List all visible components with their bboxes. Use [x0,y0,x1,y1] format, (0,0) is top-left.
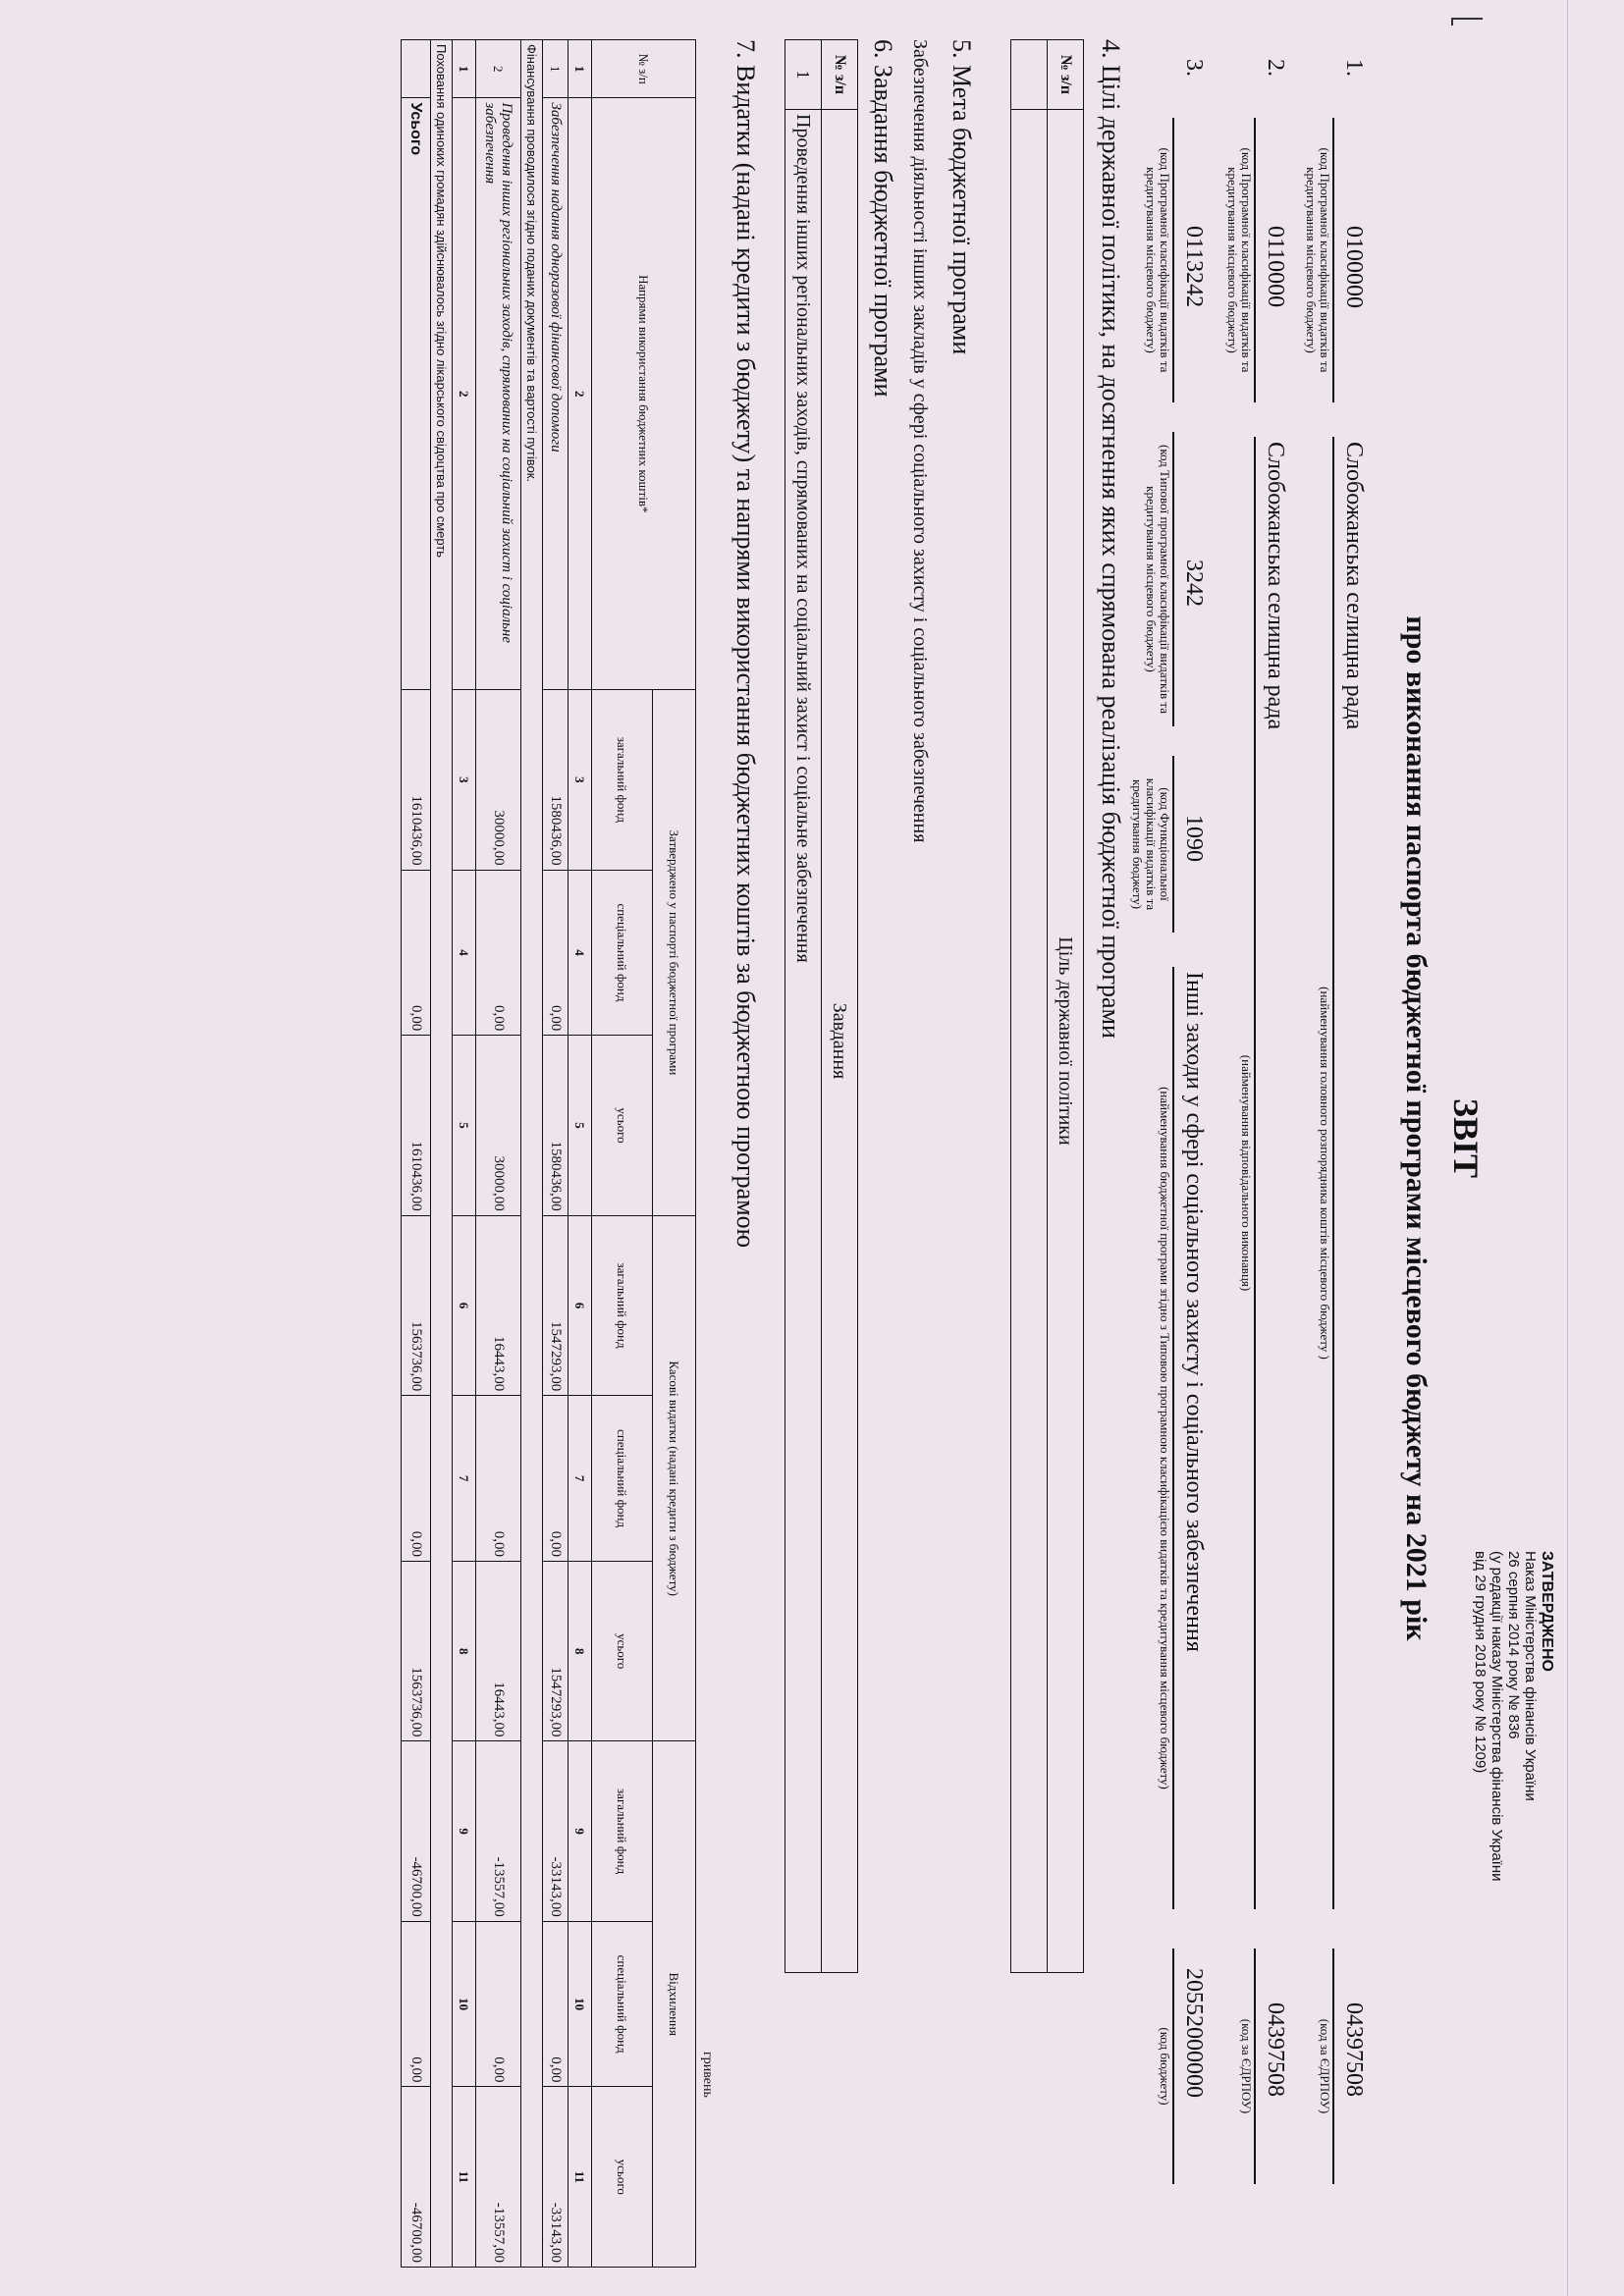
value-cell: 0,00 [543,870,568,1036]
section4-title: 4. Цілі державної політики, на досягнення яких спрямована реалізація бюджетної програми [1097,39,1125,1039]
header-general-fund: загальний фонд [592,1741,653,1921]
table-row [453,40,476,2268]
header-special-fund: спеціальний фонд [592,870,653,1036]
section4-header-goal: Ціль державної політики [1048,110,1084,1973]
value-cell: 1547293,00 [543,1215,568,1396]
column-number: 10 [568,1921,592,2087]
value-cell: -13557,00 [476,1741,521,1921]
row2-number: 2. [1263,59,1288,77]
report-subtitle: про виконання паспорта бюджетної програми місцевого бюджету на 2021 рік [1400,615,1433,1641]
value-cell: 5 [453,1036,476,1216]
row1-code: 0100000 [1341,226,1367,308]
column-number: 4 [568,870,592,1036]
total-value: -46700,00 [402,2087,431,2268]
value-cell: 10 [453,1921,476,2087]
header-total: усього [592,2087,653,2268]
row3-budget-line [1172,1949,1174,2184]
total-value: 0,00 [402,1921,431,2087]
row-num: 2 [476,40,521,98]
value-cell: 16443,00 [476,1561,521,1741]
value-cell: 4 [453,870,476,1036]
row2-edrpou-line [1254,1949,1256,2184]
value-cell: 16443,00 [476,1215,521,1396]
section5-text: Забезпечення діяльності інших закладів у сфері соціального захисту і соціального забезпечення [909,39,931,843]
row-direction: Проведення інших регіональних заходів, спрямованих на соціальний захист і соціальне забезпечення [476,98,521,690]
column-number: 3 [568,690,592,871]
value-cell: 0,00 [543,1921,568,2087]
header-num: № з/п [592,40,696,98]
value-cell: 3 [453,690,476,871]
row3-typical-line [1172,432,1174,726]
column-number: 9 [568,1741,592,1921]
header-general-fund: загальний фонд [592,690,653,871]
row2-edrpou: 04397508 [1263,2002,1288,2097]
row3-budget-caption: (код бюджету) [1158,2027,1172,2106]
table-note-row [431,40,453,2268]
row2-name-caption: (найменування відповідального виконавця) [1239,1054,1254,1292]
row1-code-line [1332,118,1334,402]
header-deviation: Відхилення [653,1741,696,2268]
value-cell: 0,00 [476,1921,521,2087]
total-empty-cell [402,40,431,98]
total-value: 0,00 [402,870,431,1036]
approval-line: від 29 грудня 2018 року № 1209) [1472,1551,1489,1774]
row-direction: Забезпечення надання одноразової фінансової допомоги [543,98,568,690]
table-total-row [402,40,431,2268]
header-special-fund: спеціальний фонд [592,1396,653,1562]
section6-row-num: 1 [785,40,822,110]
header-total: усього [592,1036,653,1216]
total-value: 1610436,00 [402,1036,431,1216]
value-cell: 1580436,00 [543,1036,568,1216]
column-number: 7 [568,1396,592,1562]
header-approved: Затверджено у паспорті бюджетної програми [653,690,696,1216]
section4-cell [1011,40,1048,110]
approval-line: 26 серпня 2014 року № 836 [1505,1551,1522,1739]
column-number: 1 [568,40,592,98]
row3-typical-caption: (код Типової програмної класифікації видатків та кредитування місцевого бюджету) [1144,445,1172,714]
column-number: 8 [568,1561,592,1741]
row2-name-line [1254,437,1256,1909]
approval-line: (у редакції наказу Міністерства фінансів України [1489,1551,1505,1882]
row-note: Поховання одиноких громадян здійснювалось згідно лікарського свідоцтва про смерть [431,40,453,2268]
section4-header-num: № з/п [1048,40,1084,110]
total-value: 0,00 [402,1396,431,1562]
row-num: 1 [453,40,476,98]
column-number: 11 [568,2087,592,2268]
row3-budget-code: 20552000000 [1181,1968,1207,2098]
value-cell: 0,00 [476,1396,521,1562]
row1-edrpou-caption: (код за ЄДРПОУ) [1318,2018,1332,2114]
row1-name: Слобожанська селищна рада [1341,442,1367,730]
row3-program-name: Інші заходи у сфері соціального захисту і соціального забезпечення [1181,972,1207,1652]
section6-table [785,39,858,1973]
column-number: 6 [568,1215,592,1396]
value-cell: 30000,00 [476,1036,521,1216]
value-cell: 9 [453,1741,476,1921]
value-cell: 7 [453,1396,476,1562]
row3-name-caption: (найменування бюджетної програми згідно з Типовою програмною класифікацією видатків та кредитування місцевого бюджету) [1158,1087,1172,1789]
value-cell: 1580436,00 [543,690,568,871]
row-num: 1 [543,40,568,98]
row-note: Фінансування проводилося згідно поданих документів та вартості путівок. [521,40,543,2268]
row3-func-line [1172,756,1174,933]
section4-cell [1011,110,1048,1973]
row3-code-line [1172,118,1174,402]
header-total: усього [592,1561,653,1741]
row1-code-caption: (код Програмної класифікації видатків та кредитування місцевого бюджету) [1304,147,1332,373]
total-value: -46700,00 [402,1741,431,1921]
row1-name-caption: (найменування головного розпорядника коштів місцевого бюджету ) [1318,987,1332,1360]
header-general-fund: загальний фонд [592,1215,653,1396]
row3-code-caption: (код Програмної класифікації видатків та кредитування місцевого бюджету) [1144,147,1172,373]
section6-header-task: Завдання [822,110,858,1973]
header-special-fund: спеціальний фонд [592,1921,653,2087]
row3-func-code: 1090 [1181,815,1207,862]
section6-row-task: Проведення інших регіональних заходів, спрямованих на соціальний захист і соціальне забезпечення [785,110,822,1973]
section5-title: 5. Мета бюджетної програми [947,39,976,355]
row2-code-caption: (код Програмної класифікації видатків та кредитування місцевого бюджету) [1225,147,1254,373]
row3-name-line [1172,967,1174,1909]
row2-code-line [1254,118,1256,402]
value-cell: -33143,00 [543,1741,568,1921]
section4-table [1010,39,1084,1973]
value-cell: -33143,00 [543,2087,568,2268]
row3-typical-code: 3242 [1181,560,1207,607]
value-cell: -13557,00 [476,2087,521,2268]
row-direction: 2 [453,98,476,690]
row2-name: Слобожанська селищна рада [1263,442,1288,730]
approval-line: Наказ Міністерства фінансів України [1522,1551,1539,1801]
section7-title: 7. Видатки (надані кредити з бюджету) та напрями використання бюджетних коштів за бюджетною програмою [731,39,760,1249]
row3-code: 0113242 [1181,226,1207,308]
value-cell: 0,00 [543,1396,568,1562]
header-cash: Касові видатки (надані кредити з бюджету) [653,1215,696,1741]
row2-code: 0110000 [1263,226,1288,308]
value-cell: 8 [453,1561,476,1741]
approval-heading: ЗАТВЕРДЖЕНО [1539,1551,1555,1672]
report-title: ЗВІТ [1446,1097,1486,1179]
section6-title: 6. Завдання бюджетної програми [869,39,897,398]
row1-edrpou-line [1332,1949,1334,2184]
header-direction: Напрями використання бюджетних коштів* [592,98,696,690]
value-cell: 1547293,00 [543,1561,568,1741]
column-number: 2 [568,98,592,690]
row1-number: 1. [1341,59,1367,77]
table-note-row [521,40,543,2268]
row3-func-caption: (код Функціональної класифікації видатків та кредитування бюджету) [1130,777,1172,911]
row3-number: 3. [1181,59,1207,77]
section6-header-num: № з/п [822,40,858,110]
column-number: 5 [568,1036,592,1216]
value-cell: 11 [453,2087,476,2268]
row1-name-line [1332,437,1334,1909]
total-value: 1563736,00 [402,1561,431,1741]
row1-edrpou: 04397508 [1341,2002,1367,2097]
table-row [543,40,568,2268]
total-label: Усього [402,98,431,690]
row2-edrpou-caption: (код за ЄДРПОУ) [1239,2018,1254,2114]
total-value: 1563736,00 [402,1215,431,1396]
table-row [476,40,521,2268]
value-cell: 0,00 [476,870,521,1036]
section7-unit: гривень [700,2052,715,2098]
value-cell: 6 [453,1215,476,1396]
value-cell: 30000,00 [476,690,521,871]
total-value: 1610436,00 [402,690,431,871]
section7-table [401,39,696,2268]
